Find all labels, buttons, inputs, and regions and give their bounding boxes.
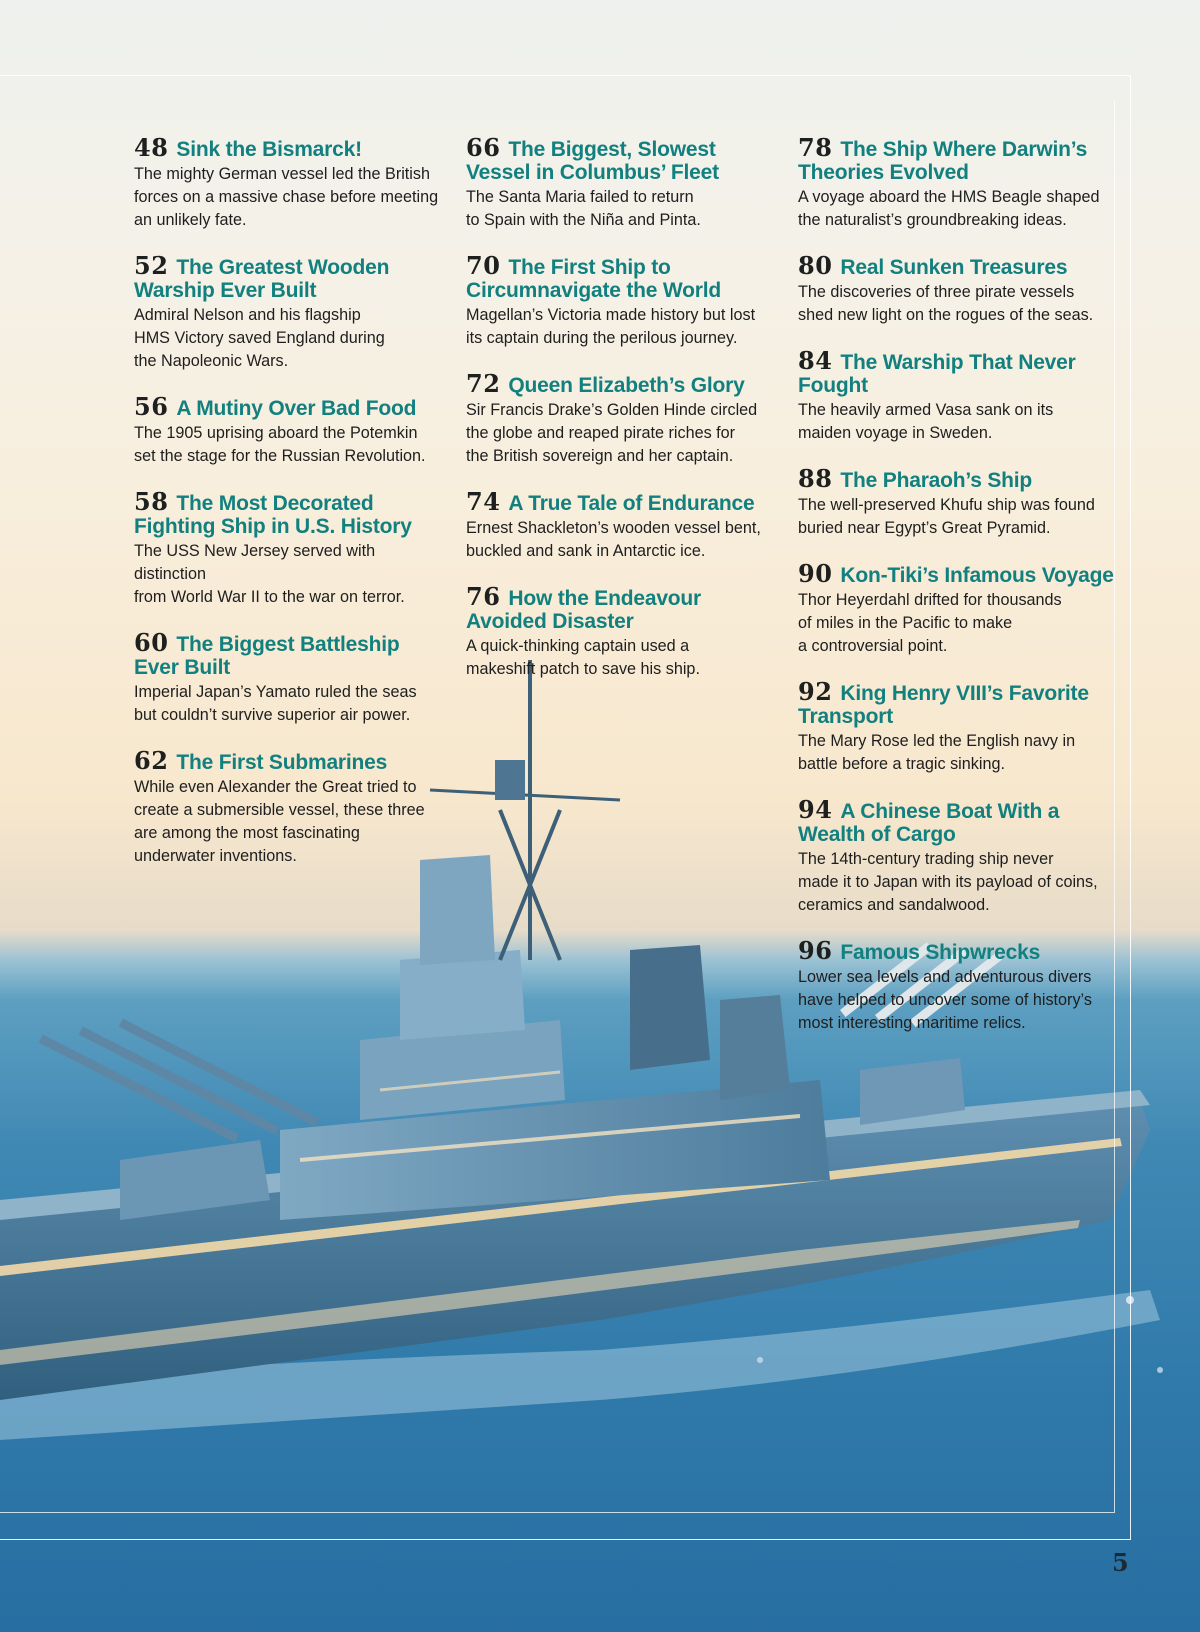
toc-column-1 <box>134 133 446 890</box>
toc-column-3 <box>798 133 1118 1057</box>
toc-entry <box>134 746 446 868</box>
toc-page-number: 96 <box>798 936 833 965</box>
toc-entry-description: Magellan’s Victoria made history but lost its captain during the perilous journey. <box>466 306 756 347</box>
toc-entry <box>134 251 446 373</box>
toc-entry-title[interactable]: How the Endeavour Avoided Disaster <box>466 587 702 633</box>
toc-entry <box>798 251 1118 327</box>
toc-page-number: 78 <box>798 133 833 162</box>
toc-entry-title[interactable]: The Pharaoh’s Ship <box>840 469 1033 492</box>
toc-entry <box>466 133 778 232</box>
toc-page-number: 48 <box>134 133 169 162</box>
toc-entry-description: The Mary Rose led the English navy in battle before a tragic sinking. <box>798 732 1076 773</box>
toc-entry-description: Ernest Shackleton’s wooden vessel bent, buckled and sank in Antarctic ice. <box>466 519 761 560</box>
toc-entry-title[interactable]: A Chinese Boat With a Wealth of Cargo <box>798 800 1060 846</box>
toc-entry <box>466 251 778 350</box>
toc-entry-title[interactable]: The Ship Where Darwin’s Theories Evolved <box>798 138 1088 184</box>
toc-entry <box>466 582 778 681</box>
toc-page-number: 80 <box>798 251 833 280</box>
toc-page-number: 74 <box>466 487 501 516</box>
toc-entry-description: Lower sea levels and adventurous divers have helped to uncover some of history’s most interesting maritime relics. <box>798 968 1092 1032</box>
toc-entry <box>798 346 1118 445</box>
folio-page-number: 5 <box>1112 1548 1129 1577</box>
toc-page-number: 66 <box>466 133 501 162</box>
toc-entry-description: The USS New Jersey served with distinction from World War II to the war on terror. <box>134 542 405 606</box>
toc-entry-description: A voyage aboard the HMS Beagle shaped the naturalist’s groundbreaking ideas. <box>798 188 1100 229</box>
toc-entry <box>466 369 778 468</box>
toc-entry-description: The heavily armed Vasa sank on its maiden voyage in Sweden. <box>798 401 1054 442</box>
toc-entry-title[interactable]: The Most Decorated Fighting Ship in U.S. History <box>134 492 412 538</box>
toc-entry-title[interactable]: The Warship That Never Fought <box>798 351 1076 397</box>
toc-entry-title[interactable]: Queen Elizabeth’s Glory <box>508 374 745 397</box>
toc-page-number: 70 <box>466 251 501 280</box>
toc-entry-description: The discoveries of three pirate vessels shed new light on the rogues of the seas. <box>798 283 1094 324</box>
toc-entry-title[interactable]: The First Submarines <box>176 751 388 774</box>
toc-entry <box>798 795 1118 917</box>
toc-entry-title[interactable]: Sink the Bismarck! <box>176 138 362 161</box>
toc-entry-description: The Santa Maria failed to return to Spain with the Niña and Pinta. <box>466 188 701 229</box>
toc-entry-title[interactable]: The Biggest Battleship Ever Built <box>134 633 400 679</box>
toc-entry-title[interactable]: King Henry VIII’s Favorite Transport <box>798 682 1089 728</box>
toc-entry <box>134 628 446 727</box>
toc-entry-description: The well-preserved Khufu ship was found buried near Egypt’s Great Pyramid. <box>798 496 1095 537</box>
toc-entry-description: The 14th-century trading ship never made it to Japan with its payload of coins, ceramics and sandalwood. <box>798 850 1098 914</box>
toc-entry <box>798 464 1118 540</box>
toc-entry <box>798 936 1118 1035</box>
toc-entry-title[interactable]: A Mutiny Over Bad Food <box>176 397 417 420</box>
toc-page-number: 76 <box>466 582 501 611</box>
toc-entry-description: The mighty German vessel led the British forces on a massive chase before meeting an unlikely fate. <box>134 165 439 229</box>
toc-entry <box>134 133 446 232</box>
toc-entry-description: A quick-thinking captain used a makeshift patch to save his ship. <box>466 637 700 678</box>
toc-entry-description: While even Alexander the Great tried to create a submersible vessel, these three are among the most fascinating underwater inventions. <box>134 778 425 865</box>
toc-page-number: 72 <box>466 369 501 398</box>
toc-entry <box>798 559 1118 658</box>
toc-entry-description: Sir Francis Drake’s Golden Hinde circled the globe and reaped pirate riches for the British sovereign and her captain. <box>466 401 758 465</box>
toc-page-number: 56 <box>134 392 169 421</box>
toc-entry-description: Thor Heyerdahl drifted for thousands of miles in the Pacific to make a controversial point. <box>798 591 1062 655</box>
toc-entry-title[interactable]: A True Tale of Endurance <box>508 492 755 515</box>
toc-page-number: 88 <box>798 464 833 493</box>
toc-entry-title[interactable]: The First Ship to Circumnavigate the World <box>466 256 722 302</box>
toc-entry <box>134 392 446 468</box>
toc-page-number: 84 <box>798 346 833 375</box>
toc-entry <box>466 487 778 563</box>
toc-entry-title[interactable]: The Greatest Wooden Warship Ever Built <box>134 256 390 302</box>
toc-page-number: 92 <box>798 677 833 706</box>
toc-entry-title[interactable]: The Biggest, Slowest Vessel in Columbus’ Fleet <box>466 138 719 184</box>
toc-entry-title[interactable]: Kon-Tiki’s Infamous Voyage <box>840 564 1114 587</box>
toc-entry <box>798 133 1118 232</box>
toc-page-number: 90 <box>798 559 833 588</box>
toc-page-number: 94 <box>798 795 833 824</box>
toc-entry <box>134 487 446 609</box>
toc-page-number: 58 <box>134 487 169 516</box>
toc-entry-description: Admiral Nelson and his flagship HMS Victory saved England during the Napoleonic Wars. <box>134 306 385 370</box>
toc-entry-description: Imperial Japan’s Yamato ruled the seas but couldn’t survive superior air power. <box>134 683 417 724</box>
toc-column-2 <box>466 133 778 703</box>
toc-entry-description: The 1905 uprising aboard the Potemkin set the stage for the Russian Revolution. <box>134 424 426 465</box>
toc-page-number: 52 <box>134 251 169 280</box>
toc-entry-title[interactable]: Famous Shipwrecks <box>840 941 1041 964</box>
toc-page-number: 60 <box>134 628 169 657</box>
toc-page-number: 62 <box>134 746 169 775</box>
toc-entry <box>798 677 1118 776</box>
toc-entry-title[interactable]: Real Sunken Treasures <box>840 256 1068 279</box>
